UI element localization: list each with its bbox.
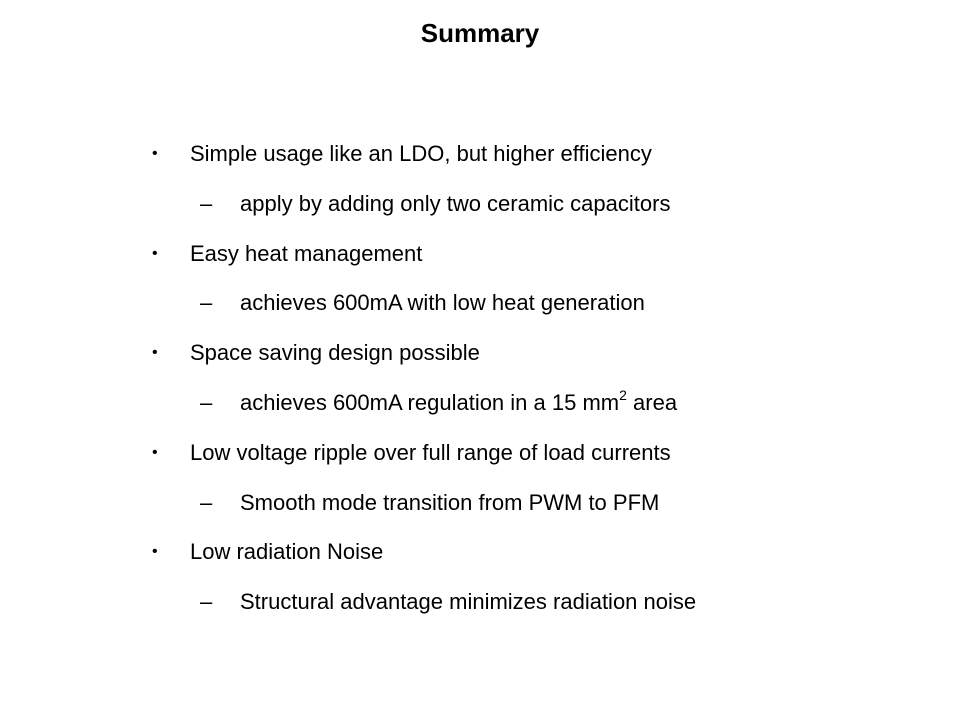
dash-marker: –	[200, 589, 213, 615]
sub-bullet-text: apply by adding only two ceramic capacitors	[240, 190, 671, 216]
bullet-item	[150, 238, 930, 288]
bullet-text: Simple usage like an LDO, but higher efficiency	[190, 141, 652, 166]
bullet-item	[150, 138, 930, 188]
sub-bullet-item	[150, 287, 930, 337]
bullet-text: Low radiation Noise	[190, 539, 384, 565]
dash-marker: –	[200, 290, 213, 316]
slide-title: Summary	[420, 18, 540, 48]
bullet-text: Easy heat management	[190, 240, 423, 266]
bullet-marker: •	[152, 344, 158, 362]
sub-bullet-item	[150, 387, 930, 437]
sub-bullet-text: achieves 600mA regulation in a 15 mm	[240, 389, 620, 415]
dash-marker: –	[200, 489, 213, 515]
bullet-list	[150, 138, 930, 636]
bullet-text: Low voltage ripple over full range of load currents	[190, 439, 671, 465]
sub-bullet-text: Smooth mode transition from PWM to PFM	[240, 489, 660, 515]
bullet-marker: •	[152, 443, 158, 461]
bullet-marker: •	[152, 244, 158, 262]
bullet-item	[150, 337, 930, 387]
bullet-marker: •	[152, 543, 158, 561]
sub-bullet-item	[150, 188, 930, 238]
bullet-text: Space saving design possible	[190, 340, 480, 366]
dash-marker: –	[200, 389, 213, 415]
sub-bullet-suffix: area	[626, 389, 678, 415]
bullet-item	[150, 437, 930, 487]
bullet-item	[150, 536, 930, 586]
sub-bullet-text: Structural advantage minimizes radiation noise	[240, 589, 697, 615]
sub-bullet-item	[150, 487, 930, 537]
sub-bullet-text: achieves 600mA with low heat generation	[240, 290, 645, 316]
dash-marker: –	[200, 190, 213, 216]
sub-bullet-item	[150, 586, 930, 636]
superscript: 2	[619, 386, 627, 403]
bullet-marker: •	[152, 145, 158, 162]
sub-bullet-text-with-superscript	[240, 387, 677, 419]
